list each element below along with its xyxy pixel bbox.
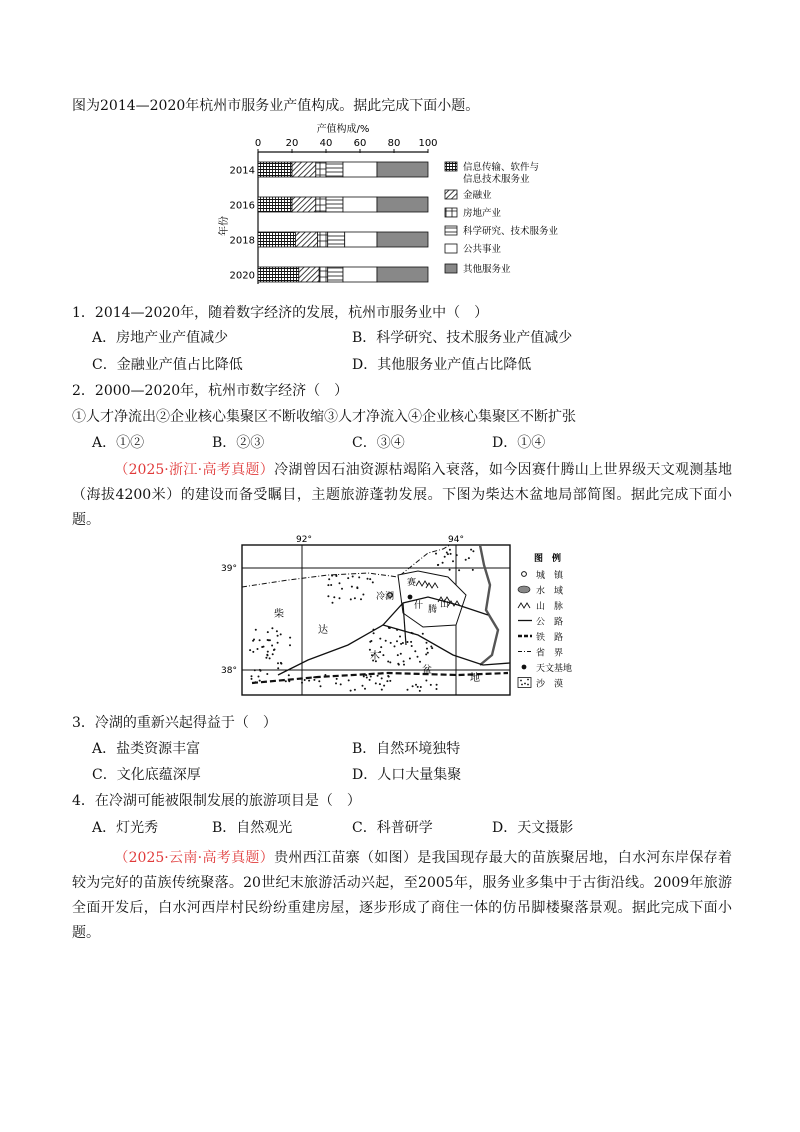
desert-dot [381, 677, 383, 679]
x-tick-label: 40 [319, 138, 333, 149]
q2-option-c: C．③④ [352, 435, 405, 451]
desert-dot [390, 642, 392, 644]
desert-dot [354, 597, 356, 599]
desert-dot [363, 675, 365, 677]
desert-dot [336, 678, 338, 680]
desert-dot [394, 645, 396, 647]
desert-dot [403, 660, 405, 662]
desert-dot [427, 652, 429, 654]
desert-dot [369, 641, 371, 643]
desert-dot [265, 657, 267, 659]
desert-dot [330, 584, 332, 586]
y-tick-label: 2018 [229, 235, 255, 247]
legend-label: 科学研究、技术服务业 [463, 226, 559, 237]
desert-dot [400, 653, 402, 655]
desert-icon-dot [521, 684, 523, 686]
desert-dot [379, 683, 381, 685]
question-1: 1．2014—2020年，随着数字经济的发展，杭州市服务业中（ ） [72, 305, 489, 321]
desert-dot [304, 679, 306, 681]
legend-label: 省 界 [536, 648, 564, 659]
desert-dot [351, 586, 353, 588]
desert-dot [364, 688, 366, 690]
legend-swatch [445, 264, 457, 273]
y-tick-label: 2016 [229, 200, 255, 212]
desert-dot [340, 683, 342, 685]
desert-dot [259, 669, 261, 671]
desert-dot [387, 675, 389, 677]
desert-dot [335, 682, 337, 684]
question-3: 3．冷湖的重新兴起得益于（ ） [72, 715, 277, 731]
desert-dot [356, 587, 358, 589]
desert-dot [398, 664, 400, 666]
bar-segment [316, 197, 326, 212]
desert-dot [449, 549, 451, 551]
desert-dot [277, 642, 279, 644]
desert-dot [389, 627, 391, 629]
desert-dot [280, 633, 282, 635]
desert-dot [420, 686, 422, 688]
desert-dot [397, 654, 399, 656]
desert-dot [289, 644, 291, 646]
desert-dot [271, 645, 273, 647]
q1-option-a: A．房地产业产值减少 [92, 330, 229, 346]
desert-dot [266, 673, 268, 675]
desert-dot [379, 638, 381, 640]
desert-dot [348, 679, 350, 681]
desert-dot [456, 554, 458, 556]
q3-option-b: B．自然环境独特 [352, 741, 461, 757]
passage-3 [72, 846, 732, 946]
desert-dot [339, 582, 341, 584]
bar-segment [377, 197, 428, 212]
desert-dot [271, 627, 273, 629]
bar-segment [318, 232, 328, 247]
desert-dot [288, 680, 290, 682]
water-icon [518, 586, 530, 593]
passage-3-text: 贵州西江苗寨（如图）是我国现存最大的苗族聚居地，白水河东岸保存着较为完好的苗族传统聚落。20世纪末旅游活动兴起，至2005年，服务业多集中于古街沿线。2009年旅游全面开发后，白水河西岸村民纷纷重建房屋，逐步形成了商住一体的仿吊脚楼聚落景观。据此完成下面小题。 [72, 850, 733, 941]
desert-dot [430, 646, 432, 648]
desert-dot [267, 651, 269, 653]
desert-dot [425, 680, 427, 682]
source-tag-zhejiang: （2025·浙江·高考真题） [114, 462, 275, 478]
bar-segment [343, 267, 377, 282]
label-shi: 什 [414, 601, 424, 611]
desert-dot [389, 661, 391, 663]
desert-dot [251, 678, 253, 680]
desert-dot [266, 654, 268, 656]
desert-dot [313, 676, 315, 678]
desert-dot [289, 637, 291, 639]
desert-dot [259, 639, 261, 641]
desert-dot [419, 661, 421, 663]
legend-swatch [445, 226, 457, 235]
desert-dot [380, 646, 382, 648]
desert-dot [409, 658, 411, 660]
desert-dot [426, 648, 428, 650]
q4-option-b: B．自然观光 [212, 820, 293, 836]
label-chai: 柴 [274, 609, 284, 620]
desert-dot [417, 656, 419, 658]
desert-dot [375, 682, 377, 684]
observatory-icon [522, 665, 527, 670]
desert-icon-dot [527, 684, 529, 686]
bar-segment [316, 162, 326, 177]
q4-option-a: A．灯光秀 [92, 820, 159, 836]
desert-dot [360, 598, 362, 600]
legend-label: 城 镇 [536, 571, 564, 581]
desert-dot [354, 689, 356, 691]
legend-label: 金融业 [463, 190, 492, 201]
desert-dot [407, 689, 409, 691]
desert-dot [472, 569, 474, 571]
q1-option-b: B．科学研究、技术服务业产值减少 [352, 330, 573, 346]
desert-dot [387, 661, 389, 663]
desert-dot [386, 680, 388, 682]
desert-dot [412, 632, 414, 634]
bar-segment [319, 267, 328, 282]
legend-label: 信息技术服务业 [463, 174, 530, 185]
desert-dot [369, 679, 371, 681]
desert-dot [400, 643, 402, 645]
desert-dot [430, 684, 432, 686]
desert-dot [249, 649, 251, 651]
desert-dot [435, 553, 437, 555]
desert-dot [274, 649, 276, 651]
desert-dot [257, 648, 259, 650]
label-mu: 木 [370, 651, 380, 662]
desert-dot [436, 688, 438, 690]
desert-dot [268, 639, 270, 641]
legend-title: 图 例 [534, 554, 562, 564]
legend-label: 铁 路 [536, 633, 564, 643]
service-industry-chart [215, 118, 575, 288]
desert-dot [313, 679, 315, 681]
legend-label: 公共事业 [463, 244, 502, 255]
q3-option-c: C．文化底蕴深厚 [92, 767, 201, 783]
desert-dot [253, 639, 255, 641]
desert-dot [277, 662, 279, 664]
desert-dot [339, 597, 341, 599]
passage-2 [72, 458, 732, 533]
desert-dot [362, 685, 364, 687]
desert-dot [403, 664, 405, 666]
bar-segment [258, 232, 295, 247]
x-tick-label: 80 [387, 138, 401, 149]
desert-dot [402, 642, 404, 644]
desert-dot [410, 641, 412, 643]
legend-label: 房地产业 [463, 208, 502, 219]
legend-label: 其他服务业 [463, 264, 511, 275]
bar-segment [377, 267, 428, 282]
label-di: 地 [470, 673, 480, 684]
desert-icon-dot [527, 679, 529, 681]
desert-dot [347, 577, 349, 579]
desert-dot [372, 581, 374, 583]
desert-dot [458, 569, 460, 571]
desert-icon [518, 678, 531, 688]
label-teng: 腾 [428, 605, 438, 615]
legend-label: 沙 漠 [536, 679, 564, 690]
q4-option-d: D．天文摄影 [492, 820, 574, 836]
desert-dot [254, 669, 256, 671]
desert-dot [373, 629, 375, 631]
desert-dot [419, 690, 421, 692]
desert-dot [267, 631, 269, 633]
desert-dot [324, 674, 326, 676]
desert-dot [327, 595, 329, 597]
desert-dot [425, 653, 427, 655]
desert-icon-dot [520, 680, 522, 682]
x-tick-label: 60 [353, 138, 367, 149]
label-lenghu: 冷湖 [376, 592, 395, 602]
bar-segment [345, 232, 377, 247]
desert-dot [396, 640, 398, 642]
desert-dot [444, 556, 446, 558]
legend-swatch [445, 208, 457, 217]
bar-segment [328, 232, 345, 247]
desert-dot [365, 674, 367, 676]
town-icon [522, 572, 527, 577]
passage-2-text: 冷湖曾因石油资源枯竭陷入衰落，如今因赛什腾山上世界级天文观测基地（海拔4200米）的建设而备受瞩目，主题旅游蓬勃发展。下图为柴达木盆地局部简图。据此完成下面小题。 [72, 462, 733, 528]
qaidam-basin-map [218, 535, 598, 705]
desert-dot [373, 632, 375, 634]
bar-segment [377, 162, 428, 177]
desert-dot [350, 690, 352, 692]
desert-dot [258, 676, 260, 678]
q1-option-c: C．金融业产值占比降低 [92, 357, 243, 373]
desert-dot [335, 574, 337, 576]
q2-option-a: A．①② [92, 435, 145, 451]
desert-dot [422, 633, 424, 635]
bar-segment [292, 162, 316, 177]
label-da: 达 [318, 625, 328, 636]
desert-dot [320, 685, 322, 687]
desert-dot [385, 640, 387, 642]
desert-dot [417, 686, 419, 688]
desert-dot [269, 657, 271, 659]
desert-dot [367, 578, 369, 580]
desert-dot [449, 569, 451, 571]
label-shan: 山 [440, 600, 450, 610]
lat-38: 38° [221, 666, 237, 676]
desert-dot [341, 588, 343, 590]
desert-dot [280, 662, 282, 664]
desert-dot [285, 680, 287, 682]
desert-dot [411, 645, 413, 647]
x-tick-label: 20 [285, 138, 299, 149]
label-sai: 赛 [407, 578, 417, 588]
desert-dot [255, 681, 257, 683]
bar-segment [326, 162, 343, 177]
desert-dot [318, 680, 320, 682]
desert-dot [327, 584, 329, 586]
q3-option-a: A．盐类资源丰富 [92, 741, 201, 757]
legend-label: 信息传输、软件与 [463, 162, 540, 173]
legend-label: 天文基地 [536, 664, 573, 674]
desert-dot [370, 676, 372, 678]
desert-dot [255, 629, 257, 631]
mountain-icon [518, 603, 530, 608]
x-tick-label: 0 [254, 138, 262, 149]
question-4: 4．在冷湖可能被限制发展的旅游项目是（ ） [72, 793, 361, 809]
y-tick-label: 2020 [229, 270, 255, 282]
lat-39: 39° [221, 564, 237, 574]
legend-swatch [445, 244, 457, 253]
desert-dot [333, 596, 335, 598]
desert-dot [377, 675, 379, 677]
desert-dot [412, 685, 414, 687]
desert-dot [276, 630, 278, 632]
x-tick-label: 100 [418, 138, 438, 149]
q1-option-d: D．其他服务业产值占比降低 [352, 357, 532, 373]
observatory-marker [408, 595, 413, 600]
desert-dot [472, 550, 474, 552]
desert-dot [369, 578, 371, 580]
desert-dot [450, 553, 452, 555]
q2-option-b: B．②③ [212, 435, 265, 451]
desert-dot [272, 653, 274, 655]
desert-dot [446, 552, 448, 554]
desert-dot [389, 680, 391, 682]
q4-option-c: C．科普研学 [352, 820, 433, 836]
desert-dot [358, 576, 360, 578]
bar-segment [326, 197, 343, 212]
question-2-items: ①人才净流出②企业核心集聚区不断收缩③人才净流入④企业核心集聚区不断扩张 [72, 409, 576, 425]
bar-segment [295, 232, 317, 247]
desert-dot [396, 629, 398, 631]
bar-segment [343, 197, 377, 212]
legend-label: 公 路 [536, 617, 564, 628]
desert-dot [399, 636, 401, 638]
desert-dot [328, 578, 330, 580]
bar-segment [258, 197, 292, 212]
desert-dot [426, 642, 428, 644]
legend-label: 山 脉 [536, 602, 564, 612]
y-axis-label: 年份 [219, 216, 230, 236]
legend-label: 水 域 [536, 586, 564, 597]
legend-swatch [445, 162, 457, 171]
desert-dot [301, 682, 303, 684]
desert-dot [468, 557, 470, 559]
q2-option-d: D．①④ [492, 435, 546, 451]
intro-text: 图为2014—2020年杭州市服务业产值构成。据此完成下面小题。 [72, 98, 480, 114]
bar-segment [299, 267, 319, 282]
bar-segment [258, 162, 292, 177]
desert-dot [470, 549, 472, 551]
desert-dot [465, 559, 467, 561]
bar-segment [328, 267, 343, 282]
desert-dot [288, 674, 290, 676]
desert-dot [331, 575, 333, 577]
desert-dot [350, 598, 352, 600]
source-tag-yunnan: （2025·云南·高考真题） [114, 850, 275, 866]
desert-dot [436, 684, 438, 686]
desert-dot [437, 564, 439, 566]
desert-dot [362, 594, 364, 596]
desert-dot [381, 689, 383, 691]
desert-dot [251, 675, 253, 677]
desert-dot [407, 641, 409, 643]
bar-segment [343, 162, 377, 177]
desert-dot [277, 635, 279, 637]
desert-dot [308, 680, 310, 682]
desert-dot [332, 602, 334, 604]
desert-dot [261, 646, 263, 648]
lon-92: 92° [296, 535, 312, 545]
bar-segment [258, 267, 299, 282]
desert-icon-dot [524, 683, 526, 685]
desert-dot [383, 685, 385, 687]
bar-segment [377, 232, 428, 247]
desert-dot [366, 677, 368, 679]
q3-option-d: D．人口大量集聚 [352, 767, 462, 783]
desert-dot [277, 667, 279, 669]
y-tick-label: 2014 [229, 165, 255, 177]
desert-dot [442, 562, 444, 564]
desert-dot [414, 650, 416, 652]
desert-dot [382, 654, 384, 656]
label-pen: 盆 [422, 665, 432, 676]
bar-segment [292, 197, 316, 212]
lon-94: 94° [448, 535, 464, 545]
legend-swatch [445, 190, 457, 199]
x-axis-label: 产值构成/% [316, 124, 370, 135]
desert-dot [252, 651, 254, 653]
question-2: 2．2000—2020年，杭州市数字经济（ ） [72, 383, 349, 399]
desert-dot [452, 560, 454, 562]
desert-dot [259, 680, 261, 682]
desert-dot [352, 576, 354, 578]
desert-dot [415, 684, 417, 686]
